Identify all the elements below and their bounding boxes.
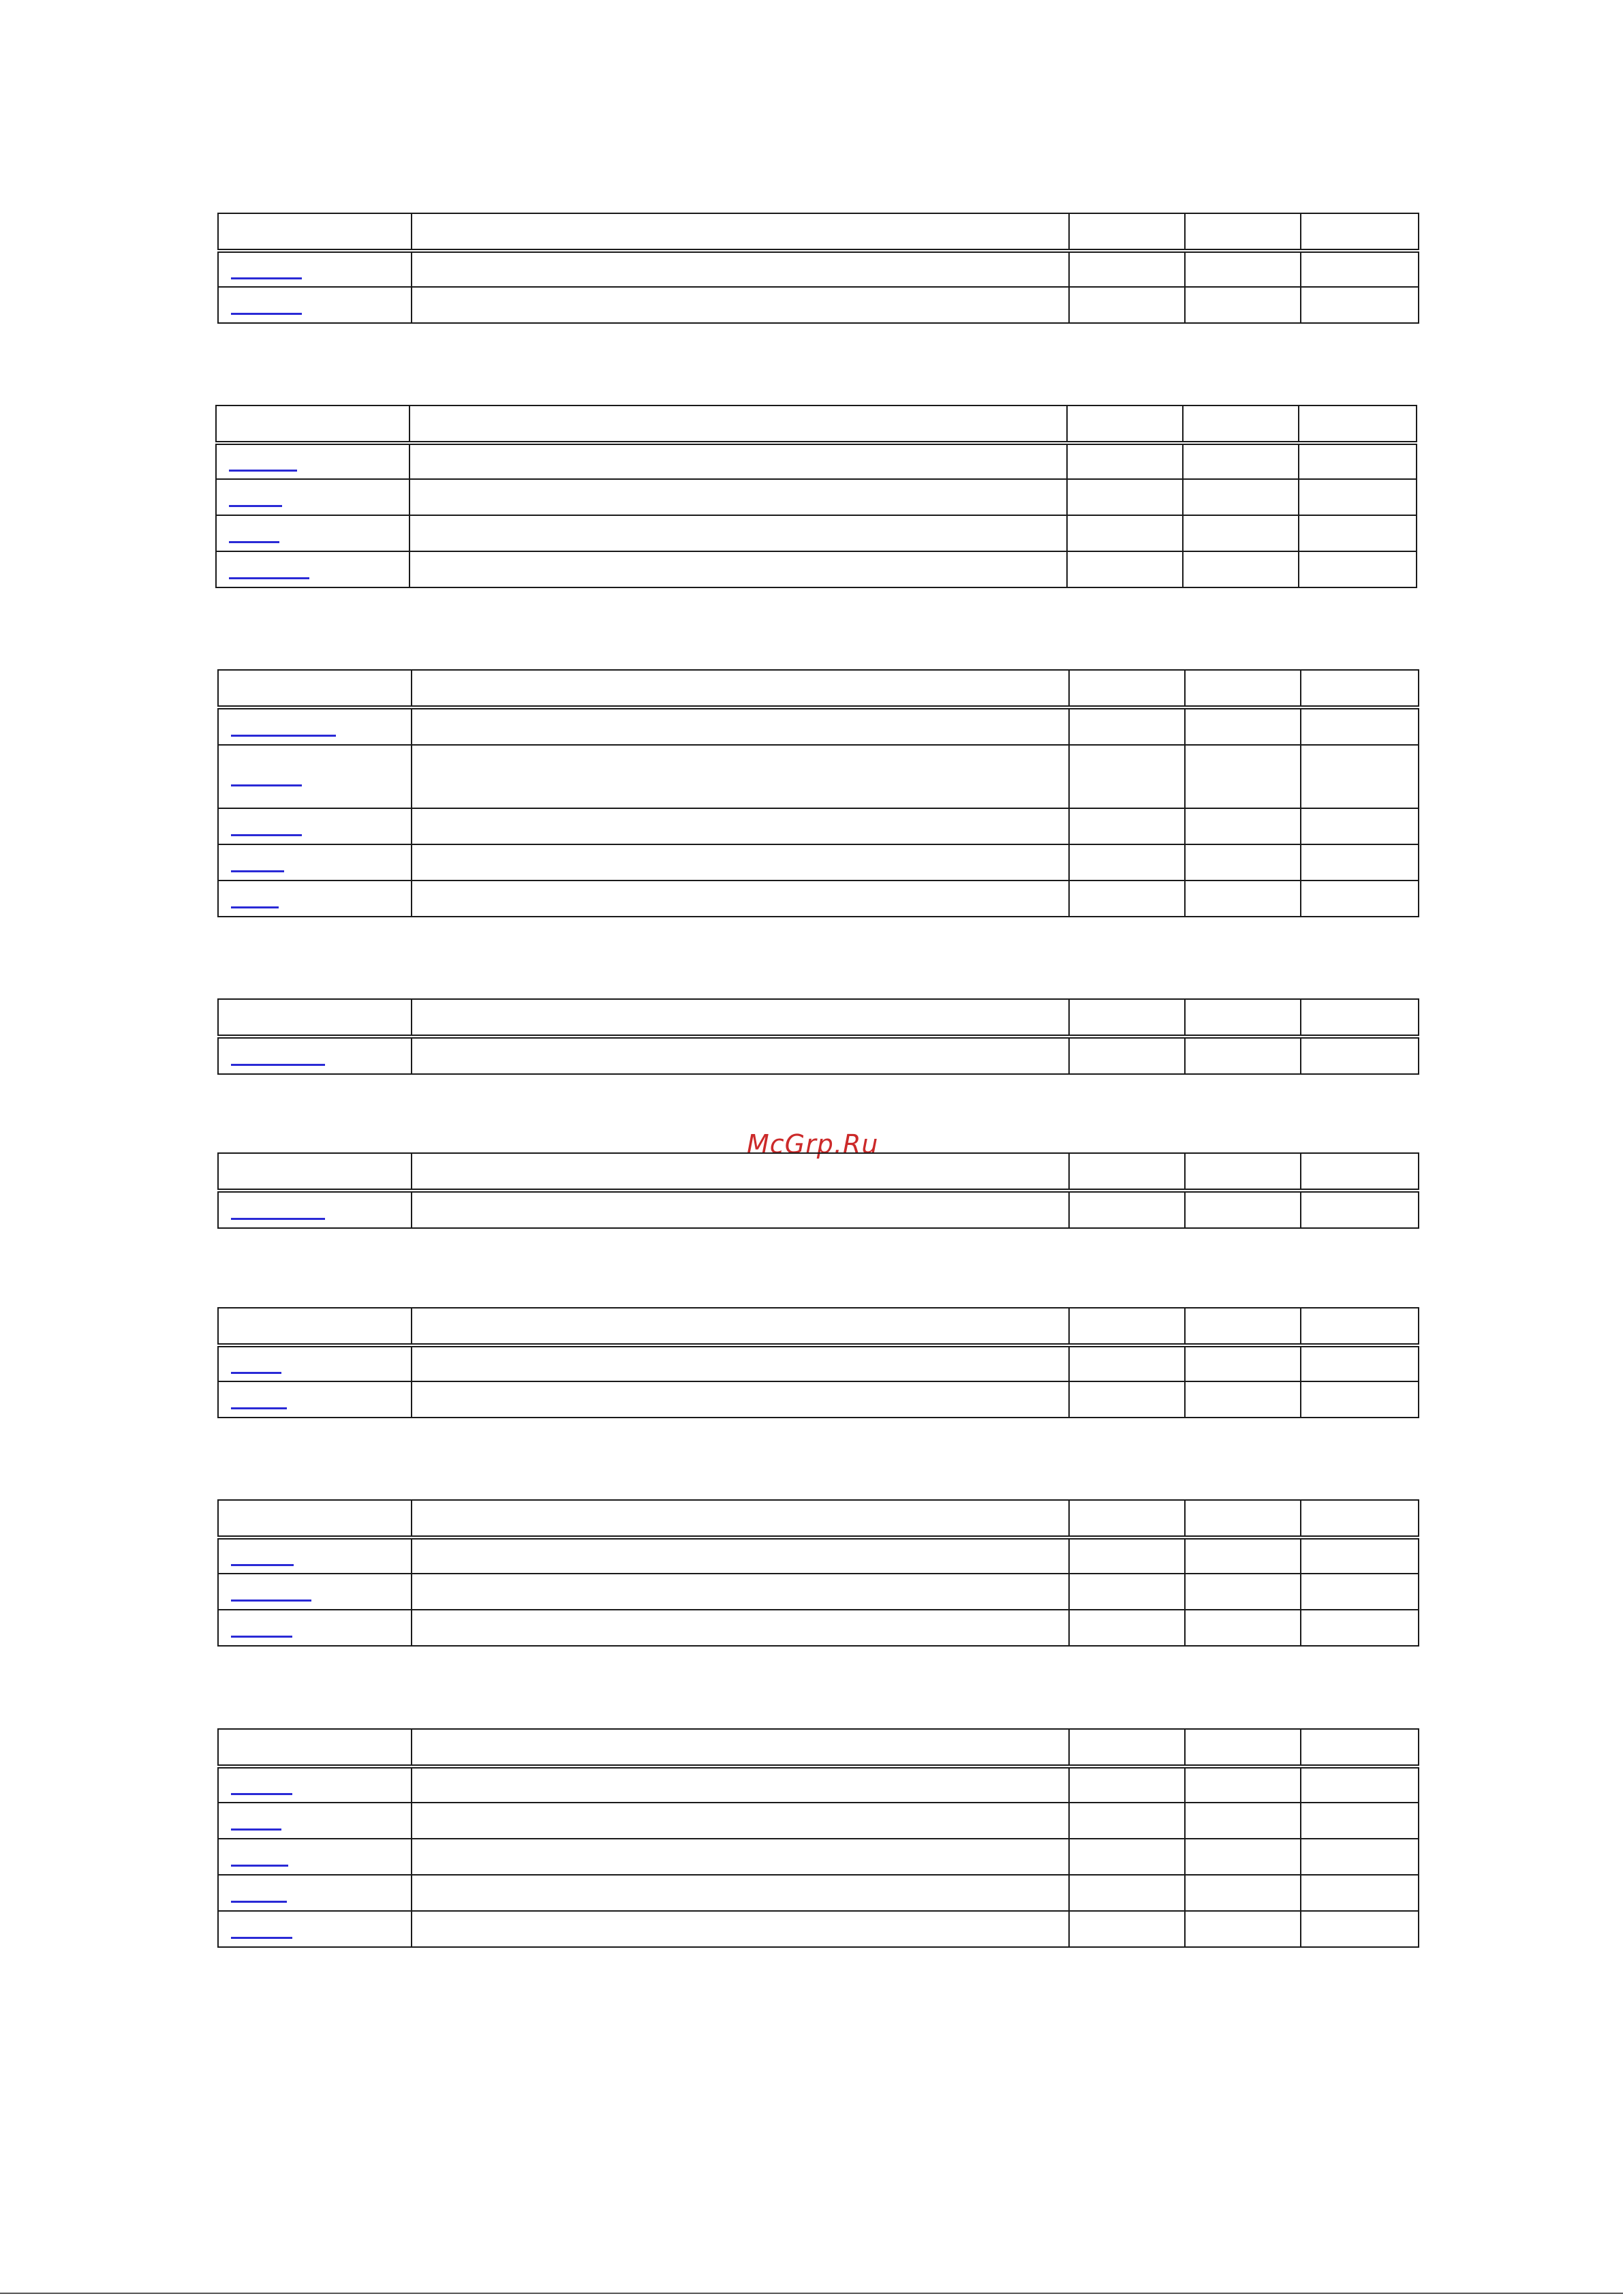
link-cell <box>218 251 412 287</box>
table-6 <box>217 1307 1419 1418</box>
table-cell <box>1301 1803 1419 1839</box>
table-cell <box>1183 443 1299 479</box>
table-cell <box>1299 551 1417 587</box>
row-link[interactable] <box>231 1865 288 1867</box>
table-header-row <box>218 1729 1419 1766</box>
header-cell <box>1301 1729 1419 1766</box>
header-cell <box>1185 1308 1301 1345</box>
link-cell <box>218 1191 412 1228</box>
table-cell <box>1185 1875 1301 1911</box>
row-link[interactable] <box>231 277 302 279</box>
table-cell <box>1069 1574 1185 1610</box>
table-cell <box>1069 1839 1185 1875</box>
header-cell <box>218 670 412 707</box>
table-cell <box>1301 808 1419 844</box>
table-row <box>216 443 1417 479</box>
header-cell <box>218 1500 412 1537</box>
table-row <box>218 707 1419 745</box>
table-cell <box>412 1875 1069 1911</box>
table-cell <box>1301 1839 1419 1875</box>
header-cell <box>412 1500 1069 1537</box>
table-row <box>218 1574 1419 1610</box>
table-cell <box>1069 251 1185 287</box>
table-cell <box>409 551 1067 587</box>
table-cell <box>412 1610 1069 1646</box>
table-cell <box>1069 745 1185 808</box>
link-cell <box>216 515 409 551</box>
table-cell <box>1069 287 1185 323</box>
table-cell <box>1185 1911 1301 1947</box>
table-header-row <box>218 1500 1419 1537</box>
table-cell <box>1067 443 1183 479</box>
row-link[interactable] <box>231 1407 287 1409</box>
table-cell <box>412 1803 1069 1839</box>
table-row <box>218 1537 1419 1574</box>
table-cell <box>1301 1875 1419 1911</box>
table-cell <box>412 881 1069 917</box>
header-cell <box>1069 1153 1185 1191</box>
table-cell <box>1301 1766 1419 1803</box>
table-row <box>216 479 1417 515</box>
table-row <box>218 1875 1419 1911</box>
table-cell <box>1301 707 1419 745</box>
table-row <box>218 1766 1419 1803</box>
table-cell <box>412 1191 1069 1228</box>
table-cell <box>1185 1345 1301 1381</box>
table-row <box>218 1911 1419 1947</box>
table-cell <box>1185 287 1301 323</box>
header-cell <box>218 999 412 1037</box>
row-link[interactable] <box>231 735 336 737</box>
row-link[interactable] <box>231 1372 281 1374</box>
table-row <box>216 551 1417 587</box>
table-cell <box>409 443 1067 479</box>
header-cell <box>1069 1308 1185 1345</box>
table-cell <box>1185 1381 1301 1418</box>
header-cell <box>1301 1153 1419 1191</box>
row-link[interactable] <box>231 870 284 872</box>
table-cell <box>1301 1537 1419 1574</box>
link-cell <box>218 1766 412 1803</box>
table-row <box>218 844 1419 881</box>
table-cell <box>1069 844 1185 881</box>
table-row <box>218 1381 1419 1418</box>
row-link[interactable] <box>231 906 279 908</box>
table-cell <box>1069 1803 1185 1839</box>
table-cell <box>412 808 1069 844</box>
header-cell <box>218 213 412 251</box>
header-cell <box>218 1308 412 1345</box>
table-header-row <box>216 405 1417 443</box>
table-cell <box>409 515 1067 551</box>
header-cell <box>1185 1500 1301 1537</box>
table-cell <box>1069 1875 1185 1911</box>
link-cell <box>218 1574 412 1610</box>
table-cell <box>1067 515 1183 551</box>
table-cell <box>412 745 1069 808</box>
link-cell <box>218 1610 412 1646</box>
link-cell <box>218 1875 412 1911</box>
table-cell <box>1185 881 1301 917</box>
row-link[interactable] <box>229 577 309 579</box>
header-cell <box>1301 670 1419 707</box>
header-cell <box>1069 213 1185 251</box>
link-cell <box>216 479 409 515</box>
table-cell <box>412 1537 1069 1574</box>
header-cell <box>1301 1308 1419 1345</box>
table-header-row <box>218 1308 1419 1345</box>
table-cell <box>412 1839 1069 1875</box>
table-cell <box>409 479 1067 515</box>
table-cell <box>1301 251 1419 287</box>
table-cell <box>1069 1610 1185 1646</box>
table-header-row <box>218 1153 1419 1191</box>
header-cell <box>412 1308 1069 1345</box>
table-cell <box>1301 1345 1419 1381</box>
table-cell <box>1183 479 1299 515</box>
header-cell <box>1185 213 1301 251</box>
table-cell <box>1185 1574 1301 1610</box>
row-link[interactable] <box>231 313 302 315</box>
table-cell <box>1299 515 1417 551</box>
table-cell <box>1069 1537 1185 1574</box>
table-7 <box>217 1499 1419 1647</box>
link-cell <box>218 1839 412 1875</box>
page-bottom-rule <box>0 2293 1623 2294</box>
row-link[interactable] <box>229 470 297 472</box>
link-cell <box>218 1345 412 1381</box>
row-link[interactable] <box>231 1218 325 1220</box>
link-cell <box>218 745 412 808</box>
table-row <box>218 808 1419 844</box>
table-cell <box>1301 1037 1419 1074</box>
table-cell <box>1185 745 1301 808</box>
table-cell <box>1185 1839 1301 1875</box>
table-cell <box>1301 1574 1419 1610</box>
header-cell <box>412 999 1069 1037</box>
link-cell <box>216 443 409 479</box>
table-cell <box>1301 745 1419 808</box>
table-cell <box>1185 808 1301 844</box>
table-cell <box>1069 1766 1185 1803</box>
header-cell <box>1301 999 1419 1037</box>
link-cell <box>218 1911 412 1947</box>
table-cell <box>1183 515 1299 551</box>
table-cell <box>1301 1381 1419 1418</box>
table-row <box>218 1610 1419 1646</box>
table-cell <box>1185 1766 1301 1803</box>
table-cell <box>1301 881 1419 917</box>
table-header-row <box>218 213 1419 251</box>
header-cell <box>1069 1500 1185 1537</box>
link-cell <box>218 881 412 917</box>
header-cell <box>218 1729 412 1766</box>
header-cell <box>412 670 1069 707</box>
table-cell <box>1069 1037 1185 1074</box>
table-row <box>218 881 1419 917</box>
table-cell <box>412 1766 1069 1803</box>
table-cell <box>1301 1191 1419 1228</box>
header-cell <box>1185 999 1301 1037</box>
link-cell <box>216 551 409 587</box>
header-cell <box>1069 1729 1185 1766</box>
link-cell <box>218 287 412 323</box>
table-cell <box>1185 1610 1301 1646</box>
table-cell <box>412 1911 1069 1947</box>
row-link[interactable] <box>231 1793 292 1795</box>
row-link[interactable] <box>231 1064 325 1066</box>
table-cell <box>412 1381 1069 1418</box>
header-cell <box>1301 213 1419 251</box>
row-link[interactable] <box>229 541 279 543</box>
table-cell <box>412 251 1069 287</box>
table-cell <box>1185 1191 1301 1228</box>
header-cell <box>218 1153 412 1191</box>
table-cell <box>1069 881 1185 917</box>
table-cell <box>1069 707 1185 745</box>
header-cell <box>1183 405 1299 443</box>
header-cell <box>412 213 1069 251</box>
table-cell <box>1185 1537 1301 1574</box>
table-2 <box>215 405 1417 588</box>
table-cell <box>412 707 1069 745</box>
link-cell <box>218 1037 412 1074</box>
table-cell <box>1069 1381 1185 1418</box>
header-cell <box>1299 405 1417 443</box>
row-link[interactable] <box>231 784 302 786</box>
table-cell <box>1069 1911 1185 1947</box>
link-cell <box>218 844 412 881</box>
table-header-row <box>218 670 1419 707</box>
table-cell <box>1069 1191 1185 1228</box>
header-cell <box>1069 670 1185 707</box>
table-cell <box>1301 844 1419 881</box>
header-cell <box>409 405 1067 443</box>
table-cell <box>1069 1345 1185 1381</box>
table-cell <box>412 844 1069 881</box>
table-row <box>218 1803 1419 1839</box>
table-cell <box>412 1345 1069 1381</box>
header-cell <box>412 1153 1069 1191</box>
header-cell <box>1069 999 1185 1037</box>
table-row <box>216 515 1417 551</box>
table-cell <box>1183 551 1299 587</box>
header-cell <box>216 405 409 443</box>
table-cell <box>1185 707 1301 745</box>
table-3 <box>217 669 1419 917</box>
table-row <box>218 1191 1419 1228</box>
table-4 <box>217 998 1419 1075</box>
header-cell <box>412 1729 1069 1766</box>
table-cell <box>1067 479 1183 515</box>
table-cell <box>1185 251 1301 287</box>
header-cell <box>1185 1729 1301 1766</box>
row-link[interactable] <box>229 505 282 507</box>
table-cell <box>412 1037 1069 1074</box>
watermark: McGrp.Ru <box>747 1129 879 1159</box>
header-cell <box>1185 670 1301 707</box>
table-row <box>218 1345 1419 1381</box>
table-cell <box>1185 1803 1301 1839</box>
table-cell <box>412 287 1069 323</box>
row-link[interactable] <box>231 1636 292 1638</box>
table-5 <box>217 1152 1419 1229</box>
row-link[interactable] <box>231 1564 294 1566</box>
table-1 <box>217 213 1419 324</box>
row-link[interactable] <box>231 1901 287 1903</box>
header-cell <box>1185 1153 1301 1191</box>
table-header-row <box>218 999 1419 1037</box>
table-cell <box>1301 1610 1419 1646</box>
row-link[interactable] <box>231 1599 311 1602</box>
link-cell <box>218 707 412 745</box>
row-link[interactable] <box>231 1937 292 1939</box>
table-row <box>218 745 1419 808</box>
table-cell <box>1067 551 1183 587</box>
table-row <box>218 1037 1419 1074</box>
table-row <box>218 287 1419 323</box>
table-row <box>218 251 1419 287</box>
table-cell <box>1299 479 1417 515</box>
link-cell <box>218 1803 412 1839</box>
table-cell <box>412 1574 1069 1610</box>
row-link[interactable] <box>231 834 302 836</box>
header-cell <box>1067 405 1183 443</box>
table-cell <box>1069 808 1185 844</box>
table-8 <box>217 1728 1419 1948</box>
table-cell <box>1301 287 1419 323</box>
table-cell <box>1185 844 1301 881</box>
table-row <box>218 1839 1419 1875</box>
header-cell <box>1301 1500 1419 1537</box>
table-cell <box>1301 1911 1419 1947</box>
table-cell <box>1185 1037 1301 1074</box>
link-cell <box>218 808 412 844</box>
link-cell <box>218 1537 412 1574</box>
link-cell <box>218 1381 412 1418</box>
row-link[interactable] <box>231 1828 281 1831</box>
table-cell <box>1299 443 1417 479</box>
